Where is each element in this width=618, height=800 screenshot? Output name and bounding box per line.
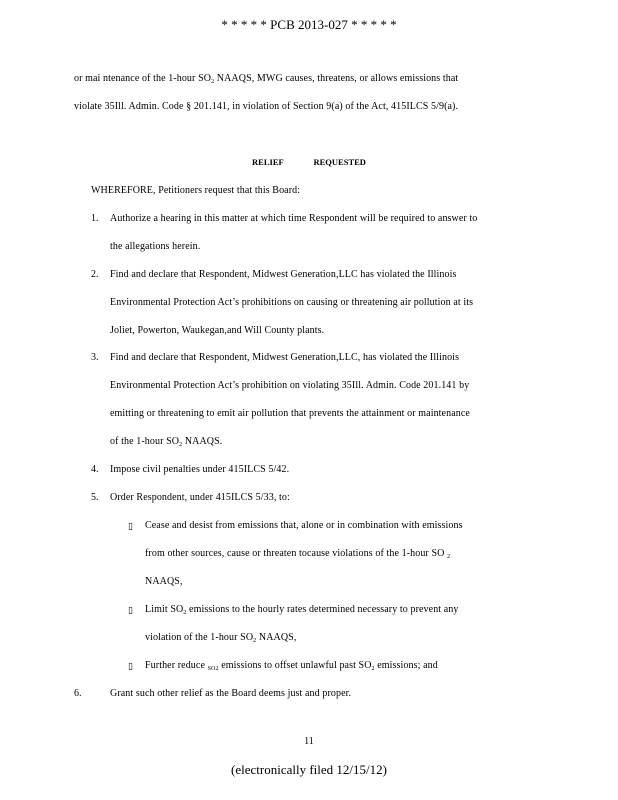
- item-3-line-4a: of the 1-hour SO: [110, 436, 180, 447]
- sub-2-line-2b: NAAQS,: [258, 632, 297, 643]
- sub-2-line-2: [145, 632, 296, 644]
- item-number: 6.: [74, 688, 82, 699]
- sub-3-line-1c: emissions; and: [377, 660, 438, 671]
- intro-line-1a: or mai ntenance of the 1-hour SO: [74, 73, 212, 84]
- subscript: 2: [183, 610, 187, 616]
- intro-line-1b: NAAQS, MWG causes, threatens, or allows emissions that: [216, 73, 459, 84]
- item-number: 5.: [91, 492, 99, 503]
- item-4-line-1: Impose civil penalties under 415ILCS 5/42.: [110, 464, 290, 475]
- page-header: * * * * * PCB 2013-027 * * * * *: [221, 17, 397, 32]
- filed-stamp: (electronically filed 12/15/12): [231, 762, 387, 777]
- subscript: 2: [371, 666, 375, 672]
- intro-line-1: [74, 73, 458, 85]
- intro-line-2: violate 35Ill. Admin. Code § 201.141, in violation of Section 9(a) of the Act, 415ILCS 5/9(a).: [74, 101, 459, 112]
- subscript: 2: [179, 442, 183, 448]
- item-2-line-1: Find and declare that Respondent, Midwest Generation,LLC has violated the Illinois: [110, 269, 457, 280]
- item-2-line-2: Environmental Protection Act’s prohibitions on causing or threatening air pollution at its: [110, 297, 474, 308]
- item-3-line-1: Find and declare that Respondent, Midwest Generation,LLC, has violated the Illinois: [110, 352, 460, 363]
- item-2-line-3: Joliet, Powerton, Waukegan,and Will County plants.: [110, 325, 325, 336]
- item-1-line-1: Authorize a hearing in this matter at which time Respondent will be required to answer to: [110, 213, 478, 224]
- sub-1-line-3: NAAQS,: [145, 576, 183, 587]
- wherefore-line: WHEREFORE, Petitioners request that this Board:: [91, 185, 301, 196]
- subscript: 2: [211, 79, 215, 85]
- subscript: 2: [447, 554, 451, 560]
- sub-2-line-1b: emissions to the hourly rates determined necessary to prevent any: [189, 604, 459, 615]
- page-number: 11: [304, 736, 314, 747]
- sub-1-line-1: Cease and desist from emissions that, alone or in combination with emissions: [145, 520, 463, 531]
- item-3-line-3: emitting or threatening to emit air pollution that prevents the attainment or maintenance: [110, 408, 470, 419]
- item-5-line-1: Order Respondent, under 415ILCS 5/33, to:: [110, 492, 290, 503]
- sub-3-line-1: [145, 660, 438, 672]
- item-number: 1.: [91, 213, 99, 224]
- item-3-line-2: Environmental Protection Act’s prohibition on violating 35Ill. Admin. Code 201.141 by: [110, 380, 470, 391]
- item-number: 4.: [91, 464, 99, 475]
- sub-3-line-1b: emissions to offset unlawful past SO: [221, 660, 372, 671]
- bullet-icon: ▯: [128, 661, 133, 671]
- sub-2-line-1a: Limit SO: [145, 604, 184, 615]
- sub-1-line-2: [145, 548, 450, 560]
- sub-2-line-2a: violation of the 1-hour SO: [145, 632, 254, 643]
- item-3-line-4: [110, 436, 222, 448]
- sub-3-line-1a: Further reduce: [145, 660, 205, 671]
- item-3-line-4b: NAAQS.: [184, 436, 223, 447]
- item-6-line-1: Grant such other relief as the Board deems just and proper.: [110, 688, 352, 699]
- section-title: RELIEF REQUESTED: [252, 157, 366, 167]
- bullet-icon: ▯: [128, 521, 133, 531]
- bullet-icon: ▯: [128, 605, 133, 615]
- sub-2-line-1: [145, 604, 459, 616]
- subscript: 2: [253, 638, 257, 644]
- item-1-line-2: the allegations herein.: [110, 241, 201, 252]
- subscript: SO2: [207, 666, 219, 672]
- sub-1-line-2a: from other sources, cause or threaten tocause violations of the 1-hour SO: [145, 548, 445, 559]
- item-number: 2.: [91, 269, 99, 280]
- item-number: 3.: [91, 352, 99, 363]
